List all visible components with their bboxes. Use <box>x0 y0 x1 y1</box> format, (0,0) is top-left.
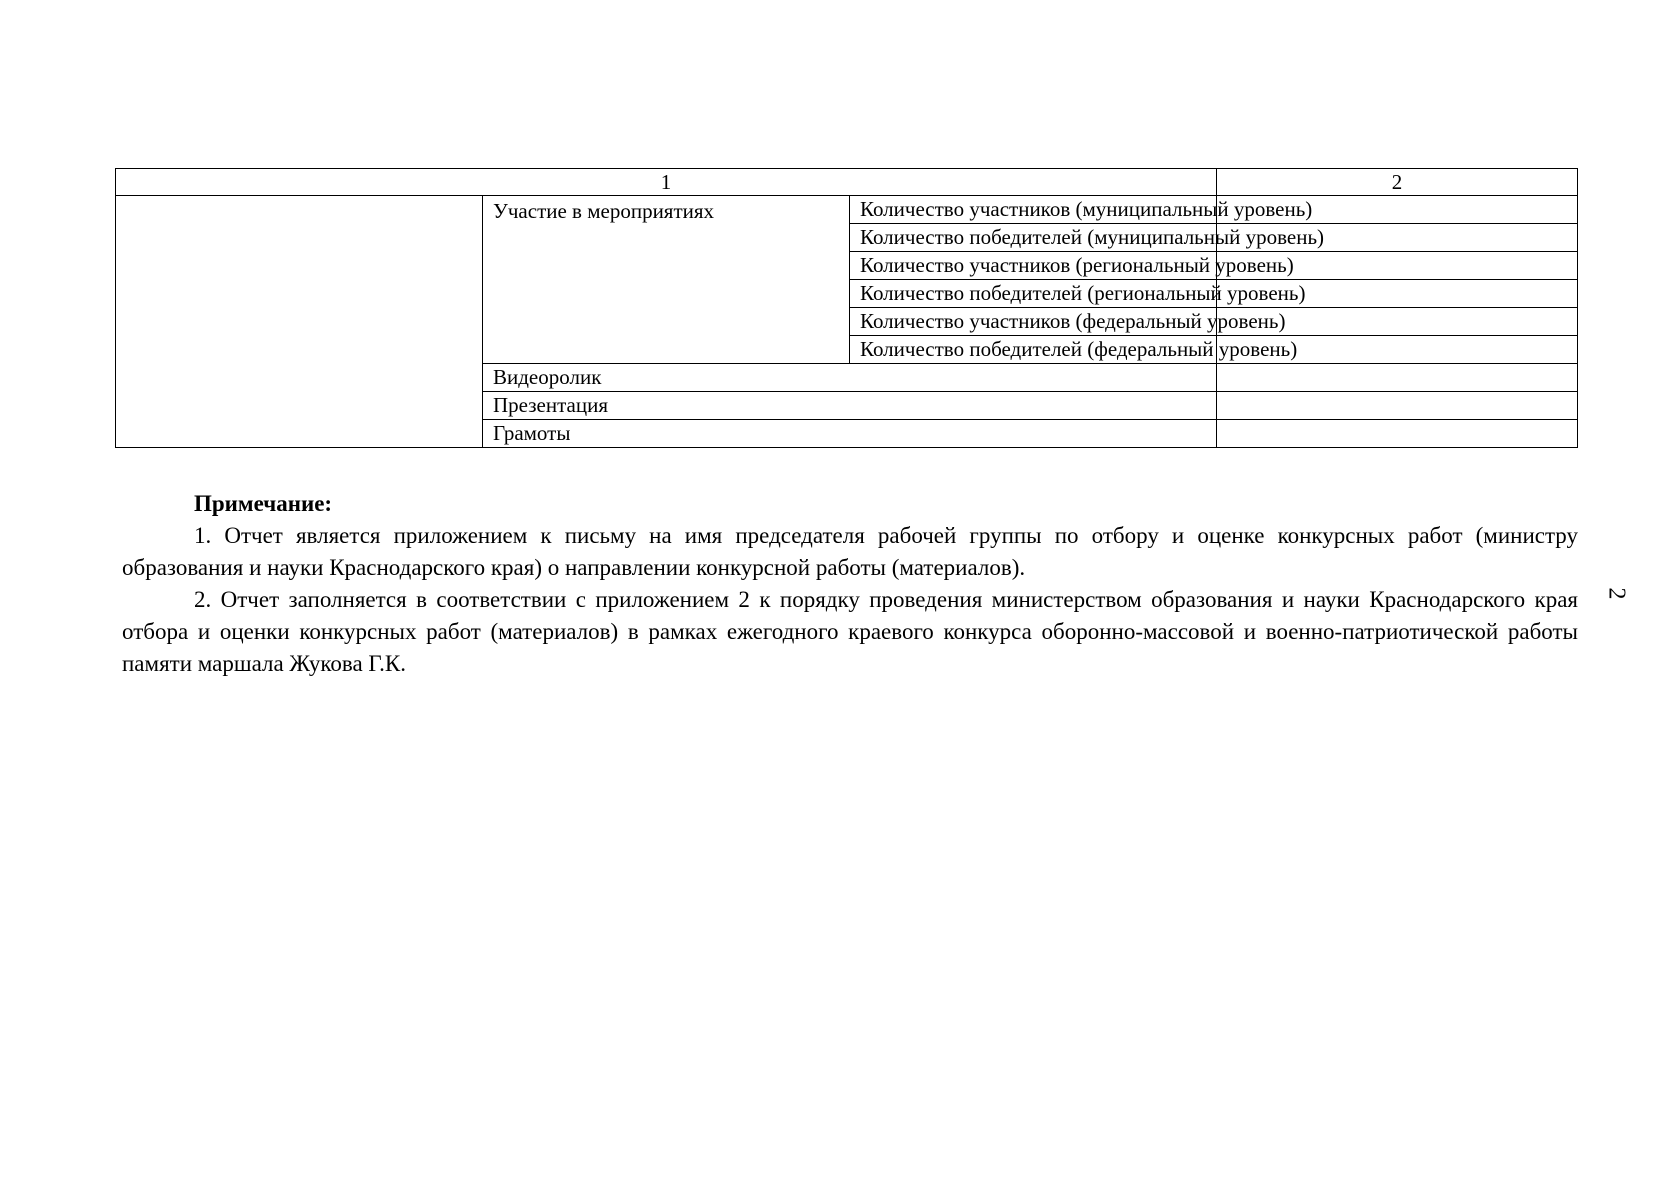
sub-row-label: Количество участников (муниципальный уровень) <box>850 196 1217 224</box>
value-cell <box>1217 364 1578 392</box>
empty-first-column-cell <box>116 196 483 448</box>
page-number: 2 <box>1603 587 1630 600</box>
note-item-1: 1. Отчет является приложением к письму на имя председателя рабочей группы по отбору и оценке конкурсных работ (министру образования и науки Краснодарского края) о направлении конкурсной работы (материалов). <box>122 523 1578 580</box>
group-label-cell: Участие в мероприятиях <box>483 196 850 364</box>
sub-row-label: Количество участников (федеральный уровень) <box>850 308 1217 336</box>
notes-section <box>122 488 1578 680</box>
single-row-label: Презентация <box>483 392 1217 420</box>
sub-row-label: Количество победителей (федеральный уровень) <box>850 336 1217 364</box>
sub-row-label: Количество участников (региональный уровень) <box>850 252 1217 280</box>
header-col-2: 2 <box>1217 169 1578 196</box>
note-item-2: 2. Отчет заполняется в соответствии с приложением 2 к порядку проведения министерством образования и науки Краснодарского края отбора и оценки конкурсных работ (материалов) в рамках ежегодного краевого конкурса оборонно-массовой и военно-патриотической работы памяти маршала Жукова Г.К. <box>122 587 1578 676</box>
value-cell <box>1217 420 1578 448</box>
single-row-label: Грамоты <box>483 420 1217 448</box>
notes-title: Примечание: <box>194 491 333 516</box>
table-row <box>116 196 1578 224</box>
value-cell <box>1217 392 1578 420</box>
sub-row-label: Количество победителей (муниципальный уровень) <box>850 224 1217 252</box>
table-header-row <box>116 169 1578 196</box>
header-col-1: 1 <box>116 169 1217 196</box>
report-table <box>115 168 1578 448</box>
sub-row-label: Количество победителей (региональный уровень) <box>850 280 1217 308</box>
single-row-label: Видеоролик <box>483 364 1217 392</box>
